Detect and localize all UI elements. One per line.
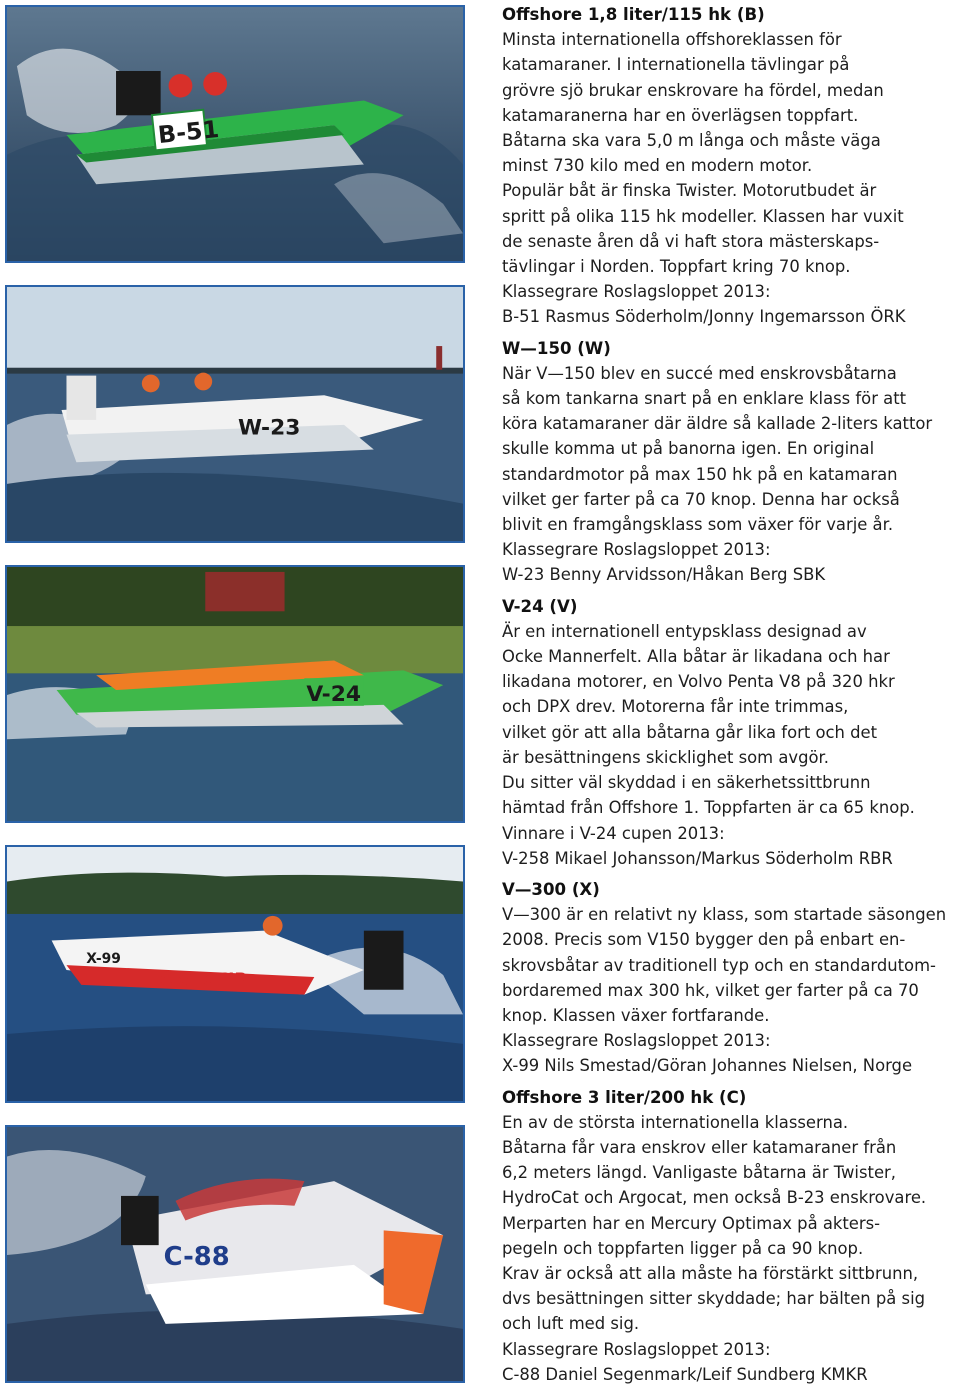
body-line: och luft med sig.: [502, 1314, 640, 1334]
body-line: blivit en framgångsklass som växer för varje år.: [502, 515, 894, 535]
boat-label-w23: W-23: [237, 415, 301, 441]
body-line: En av de största internationella klasserna.: [502, 1112, 849, 1132]
body-line: skrovsbåtar av traditionell typ och en standardutom-: [502, 955, 936, 975]
photo-b51: [5, 5, 465, 263]
body-line: X-99 Nils Smestad/Göran Johannes Nielsen, Norge: [502, 1056, 913, 1076]
body-line: Klassegrare Roslagsloppet 2013:: [502, 282, 771, 302]
body-line: standardmotor på max 150 hk på en katamaran: [502, 464, 898, 484]
photo-w23: [5, 285, 465, 543]
section-offshore-115: [502, 2, 958, 336]
body-line: Krav är också att alla måste ha förstärkt sittbrunn,: [502, 1263, 919, 1283]
body-line: HydroCat och Argocat, men också B-23 enskrovare.: [502, 1188, 927, 1208]
body-line: vilket ger farter på ca 70 knop. Denna har också: [502, 489, 900, 509]
body-line: V-258 Mikael Johansson/Markus Söderholm RBR: [502, 848, 893, 868]
section-body: [502, 619, 958, 871]
body-line: Ocke Mannerfelt. Alla båtar är likadana och har: [502, 647, 890, 667]
body-line: Klassegrare Roslagsloppet 2013:: [502, 540, 771, 560]
body-line: katamaranerna har en överlägsen toppfart.: [502, 105, 859, 125]
body-line: B-51 Rasmus Söderholm/Jonny Ingemarsson ÖRK: [502, 307, 906, 327]
body-line: Minsta internationella offshoreklassen för: [502, 30, 842, 50]
body-line: Båtarna får vara enskrov eller katamaraner från: [502, 1137, 897, 1157]
boat-label-v24: V-24: [306, 681, 362, 707]
body-line: bordaremed max 300 hk, vilket ger farter på ca 70: [502, 980, 919, 1000]
section-body: [502, 361, 958, 588]
body-line: W-23 Benny Arvidsson/Håkan Berg SBK: [502, 565, 826, 585]
body-line: När V—150 blev en succé med enskrovsbåtarna: [502, 363, 897, 383]
body-line: 2008. Precis som V150 bygger den på enbart en-: [502, 930, 906, 950]
body-line: Är en internationell entypsklass designad av: [502, 621, 867, 641]
body-line: spritt på olika 115 hk modeller. Klassen har vuxit: [502, 206, 904, 226]
photo-column: [0, 0, 470, 1391]
body-line: Klassegrare Roslagsloppet 2013:: [502, 1031, 771, 1051]
section-title: Offshore 1,8 liter/115 hk (B): [502, 5, 765, 24]
boat-label-c88: C-88: [163, 1241, 230, 1272]
body-line: minst 730 kilo med en modern motor.: [502, 156, 813, 176]
body-line: tävlingar i Norden. Toppfart kring 70 knop.: [502, 257, 851, 277]
body-line: hämtad från Offshore 1. Toppfarten är ca 65 knop.: [502, 798, 915, 818]
boat-sponsor-x99: BESTCHIP: [153, 968, 247, 989]
body-line: så kom tankarna snart på en enklare klass för att: [502, 389, 907, 409]
body-line: köra katamaraner där äldre så kallade 2-liters kattor: [502, 414, 933, 434]
body-line: Merparten har en Mercury Optimax på akters-: [502, 1213, 881, 1233]
section-title: V-24 (V): [502, 596, 578, 616]
section-body: [502, 1110, 958, 1387]
body-line: knop. Klassen växer fortfarande.: [502, 1005, 770, 1025]
body-line: de senaste åren då vi haft stora mästerskaps-: [502, 231, 880, 251]
section-title: Offshore 3 liter/200 hk (C): [502, 1087, 747, 1107]
body-line: Båtarna ska vara 5,0 m långa och måste väga: [502, 131, 881, 151]
section-v300: [502, 877, 958, 1085]
body-line: vilket gör att alla båtarna går lika fort och det: [502, 722, 878, 742]
body-line: likadana motorer, en Volvo Penta V8 på 320 hkr: [502, 672, 895, 692]
section-w150: [502, 336, 958, 594]
body-line: katamaraner. I internationella tävlingar på: [502, 55, 850, 75]
body-line: är besättningens skicklighet som avgör.: [502, 747, 829, 767]
boat-label-b51: B-51: [156, 114, 221, 150]
section-title: V—300 (X): [502, 879, 600, 899]
body-line: dvs besättningen sitter skyddade; har bälten på sig: [502, 1289, 926, 1309]
body-line: pegeln och toppfarten ligger på ca 90 knop.: [502, 1238, 864, 1258]
body-line: Vinnare i V-24 cupen 2013:: [502, 823, 725, 843]
section-offshore-200: [502, 1085, 958, 1387]
text-column: [502, 2, 958, 1387]
photo-v24: [5, 565, 465, 823]
body-line: 6,2 meters längd. Vanligaste båtarna är Twister,: [502, 1163, 896, 1183]
body-line: Klassegrare Roslagsloppet 2013:: [502, 1339, 771, 1359]
section-title: W—150 (W): [502, 338, 611, 358]
body-line: C-88 Daniel Segenmark/Leif Sundberg KMKR: [502, 1364, 868, 1384]
body-line: V—300 är en relativt ny klass, som startade säsongen: [502, 905, 947, 925]
photo-c88: [5, 1125, 465, 1383]
boat-label-x99: X-99: [86, 951, 121, 968]
body-line: och DPX drev. Motorerna får inte trimmas,: [502, 697, 849, 717]
body-line: Populär båt är finska Twister. Motorutbudet är: [502, 181, 877, 201]
body-line: grövre sjö brukar enskrovare ha fördel, medan: [502, 80, 884, 100]
section-body: [502, 27, 958, 329]
body-line: skulle komma ut på banorna igen. En original: [502, 439, 875, 459]
body-line: Du sitter väl skyddad i en säkerhetssittbrunn: [502, 773, 871, 793]
section-v24: [502, 594, 958, 877]
photo-x99: [5, 845, 465, 1103]
section-body: [502, 902, 958, 1078]
